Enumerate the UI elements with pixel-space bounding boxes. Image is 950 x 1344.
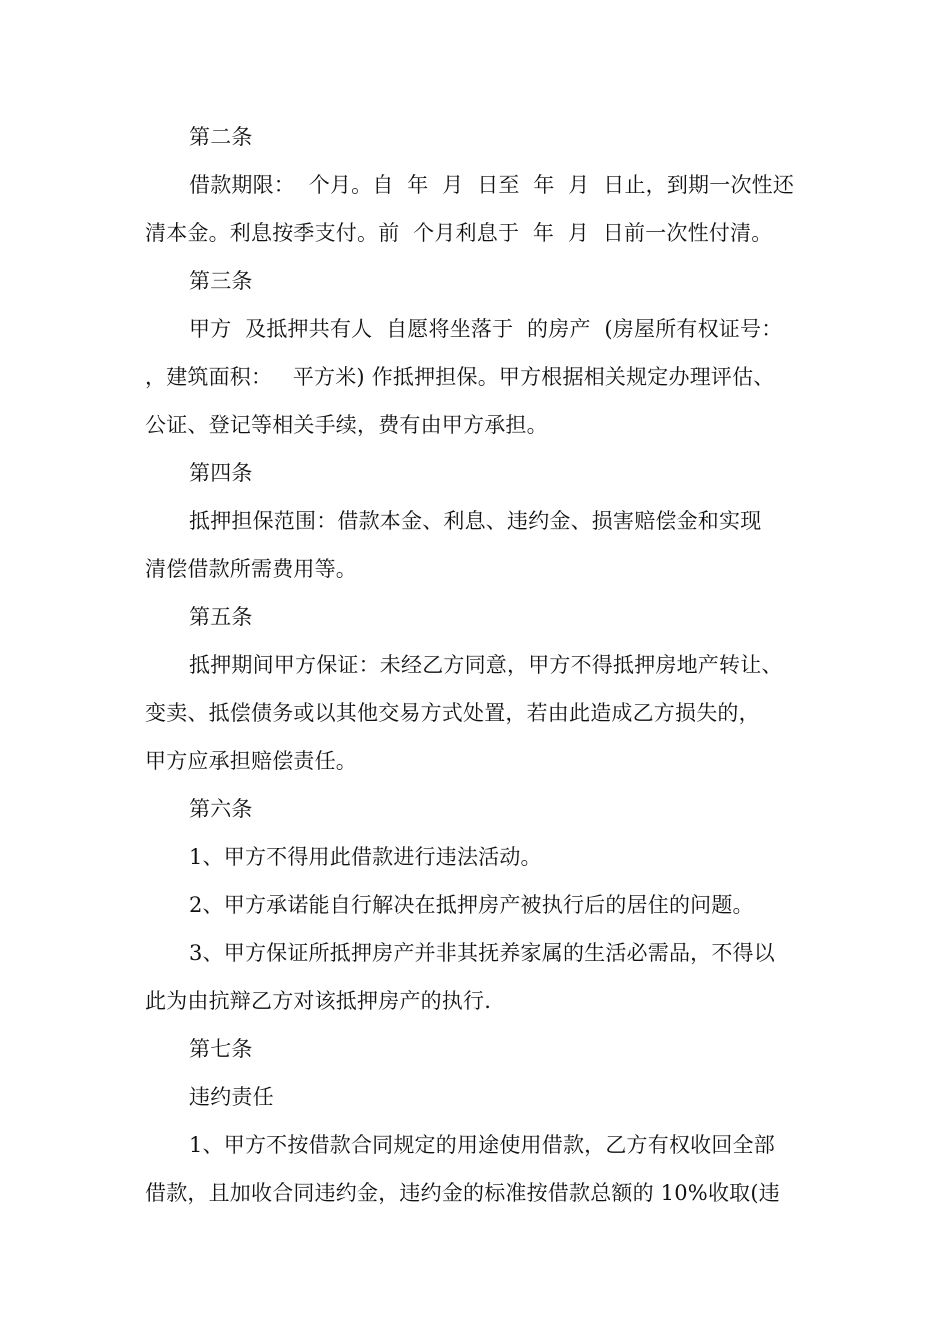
article-3-text-line-1: 甲方 及抵押共有人 自愿将坐落于 的房产 (房屋所有权证号： bbox=[189, 317, 783, 341]
article-5-heading: 第五条 bbox=[189, 605, 253, 629]
article-3-heading: 第三条 bbox=[189, 269, 253, 293]
article-4-text-line-1: 抵押担保范围：借款本金、利息、违约金、损害赔偿金和实现 bbox=[189, 509, 762, 533]
article-6-item-2: 2、甲方承诺能自行解决在抵押房产被执行后的居住的问题。 bbox=[189, 893, 754, 917]
article-6-heading: 第六条 bbox=[189, 797, 253, 821]
article-6-item-3-line-1: 3、甲方保证所抵押房产并非其抚养家属的生活必需品，不得以 bbox=[189, 941, 775, 965]
article-5-text-line-1: 抵押期间甲方保证：未经乙方同意，甲方不得抵押房地产转让、 bbox=[189, 653, 783, 677]
article-7-subheading: 违约责任 bbox=[189, 1085, 274, 1109]
article-3-text-line-2: ，建筑面积： 平方米) 作抵押担保。甲方根据相关规定办理评估、 bbox=[145, 365, 775, 389]
article-4-heading: 第四条 bbox=[189, 461, 253, 485]
article-4-text-line-2: 清偿借款所需费用等。 bbox=[145, 557, 357, 581]
article-5-text-line-2: 变卖、抵偿债务或以其他交易方式处置，若由此造成乙方损失的， bbox=[145, 701, 760, 725]
article-7-item-1-line-1: 1、甲方不按借款合同规定的用途使用借款，乙方有权收回全部 bbox=[189, 1133, 775, 1157]
article-5-text-line-3: 甲方应承担赔偿责任。 bbox=[145, 749, 357, 773]
article-3-text-line-3: 公证、登记等相关手续，费有由甲方承担。 bbox=[145, 413, 548, 437]
article-2-heading: 第二条 bbox=[189, 125, 253, 149]
article-6-item-3-line-2: 此为由抗辩乙方对该抵押房产的执行. bbox=[145, 989, 492, 1013]
article-7-heading: 第七条 bbox=[189, 1037, 253, 1061]
article-6-item-1: 1、甲方不得用此借款进行违法活动。 bbox=[189, 845, 542, 869]
article-2-text-line-2: 清本金。利息按季支付。前 个月利息于 年 月 日前一次性付清。 bbox=[145, 221, 773, 245]
article-2-text-line-1: 借款期限： 个月。自 年 月 日至 年 月 日止，到期一次性还 bbox=[189, 173, 795, 197]
article-7-item-1-line-2: 借款，且加收合同违约金，违约金的标准按借款总额的 10%收取(违 bbox=[145, 1181, 780, 1205]
